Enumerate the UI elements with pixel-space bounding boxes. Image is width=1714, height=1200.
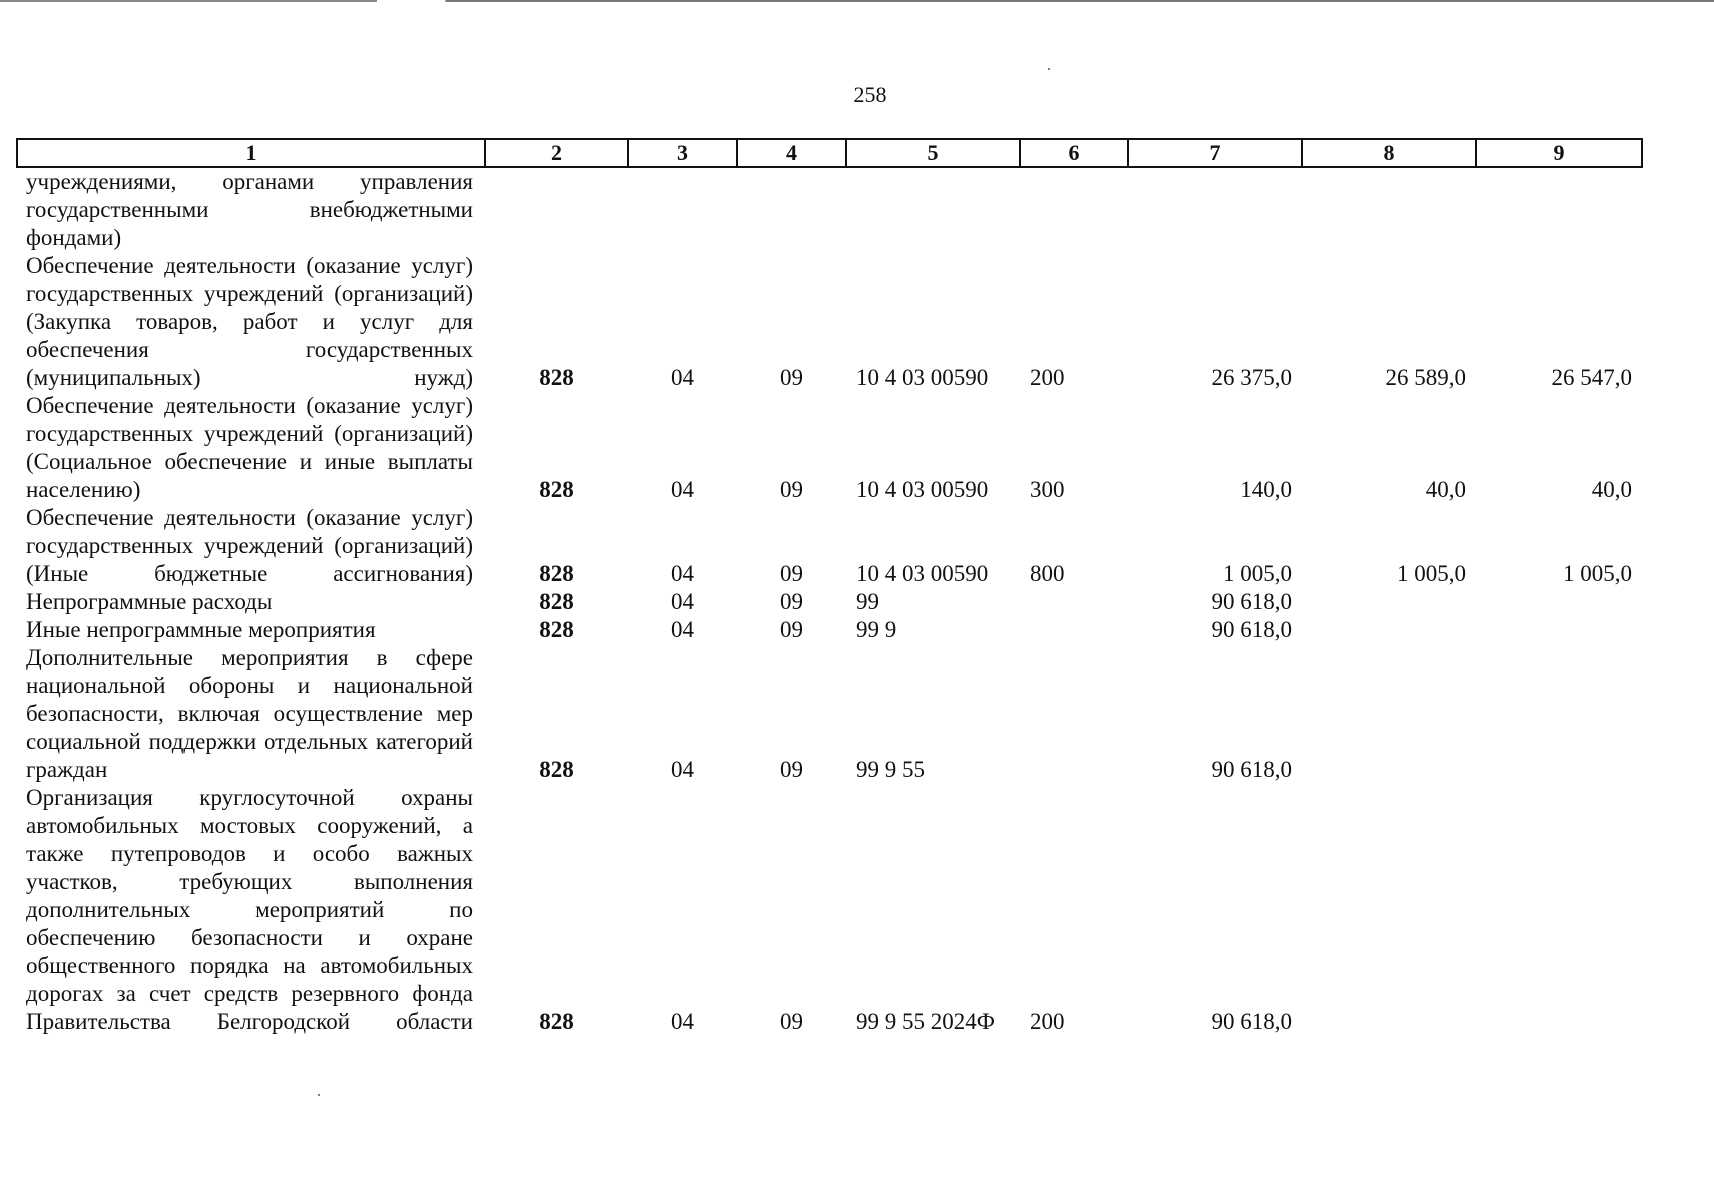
- column-header-4: 4: [737, 139, 846, 167]
- column-header-6: 6: [1020, 139, 1128, 167]
- row-name: Непрограммные расходы: [26, 589, 273, 614]
- amount-year-1: 140,0: [1240, 477, 1292, 502]
- column-header-5: 5: [846, 139, 1020, 167]
- amount-year-1: 90 618,0: [1211, 1009, 1292, 1034]
- amount-year-2: 1 005,0: [1397, 561, 1466, 586]
- scan-speck: [318, 1094, 320, 1096]
- amount-year-1: 1 005,0: [1223, 561, 1292, 586]
- row-name: Обеспечение деятельности (оказание услуг) государственных учреждений (организаций) (Закупка товаров, работ и услуг для обеспечения государственных (муниципальных) нужд): [26, 253, 473, 390]
- subsection-code: 09: [780, 1009, 803, 1034]
- ved-code: 828: [539, 617, 574, 642]
- column-header-7: 7: [1128, 139, 1302, 167]
- amount-year-3: 26 547,0: [1551, 365, 1632, 390]
- amount-year-2: [1302, 784, 1476, 1036]
- amount-year-2: [1302, 588, 1476, 616]
- target-article-code: 99: [856, 589, 879, 614]
- expense-type-code: 200: [1030, 365, 1065, 390]
- amount-year-3: 1 005,0: [1563, 561, 1632, 586]
- section-code: 04: [671, 617, 694, 642]
- subsection-code: 09: [780, 561, 803, 586]
- header-row: [17, 139, 1642, 167]
- row-name: Дополнительные мероприятия в сфере национальной обороны и национальной безопасности, включая осуществление мер социальной поддержки отдельных категорий граждан: [26, 645, 473, 782]
- table-row: [17, 167, 1642, 252]
- scan-speck: [1048, 68, 1050, 70]
- column-header-8: 8: [1302, 139, 1476, 167]
- row-name: Обеспечение деятельности (оказание услуг) государственных учреждений (организаций) (Иные бюджетные ассигнования): [26, 505, 473, 586]
- amount-year-2: [1302, 644, 1476, 784]
- subsection-code: 09: [780, 477, 803, 502]
- expense-type-code: 300: [1030, 477, 1065, 502]
- section-code: 04: [671, 589, 694, 614]
- ved-code: 828: [539, 365, 574, 390]
- table-row: [17, 644, 1642, 784]
- section-code: 04: [671, 477, 694, 502]
- target-article-code: [846, 167, 1020, 252]
- expense-type-code: 200: [1030, 1009, 1065, 1034]
- row-name: учреждениями, органами управления государственными внебюджетными фондами): [26, 169, 473, 250]
- subsection-code: 09: [780, 589, 803, 614]
- table-row: [17, 392, 1642, 504]
- subsection-code: [737, 167, 846, 252]
- section-code: 04: [671, 757, 694, 782]
- amount-year-1: [1128, 167, 1302, 252]
- table-row: [17, 616, 1642, 644]
- amount-year-1: 26 375,0: [1211, 365, 1292, 390]
- target-article-code: 10 4 03 00590: [856, 561, 989, 586]
- row-name: Иные непрограммные мероприятия: [26, 617, 376, 642]
- ved-code: 828: [539, 1009, 574, 1034]
- section-code: 04: [671, 561, 694, 586]
- column-header-9: 9: [1476, 139, 1642, 167]
- ved-code: 828: [539, 561, 574, 586]
- row-name: Организация круглосуточной охраны автомобильных мостовых сооружений, а также путепроводов и особо важных участков, требующих выполнения дополнительных мероприятий по обеспечению безопасности и охране общественного порядка на автомобильных дорогах за счет средств резервного фонда Правительства Белгородской области: [26, 785, 473, 1034]
- amount-year-2: 26 589,0: [1385, 365, 1466, 390]
- scan-edge: [0, 0, 1714, 2]
- target-article-code: 99 9 55: [856, 757, 925, 782]
- page-number: 258: [853, 82, 887, 107]
- amount-year-1: 90 618,0: [1211, 589, 1292, 614]
- target-article-code: 10 4 03 00590: [856, 365, 989, 390]
- amount-year-1: 90 618,0: [1211, 617, 1292, 642]
- subsection-code: 09: [780, 617, 803, 642]
- ved-code: 828: [539, 477, 574, 502]
- row-name: Обеспечение деятельности (оказание услуг) государственных учреждений (организаций) (Социальное обеспечение и иные выплаты населению): [26, 393, 473, 502]
- target-article-code: 10 4 03 00590: [856, 477, 989, 502]
- column-header-1: 1: [17, 139, 485, 167]
- expense-type-code: [1020, 167, 1128, 252]
- section-code: 04: [671, 1009, 694, 1034]
- amount-year-3: [1476, 167, 1642, 252]
- ved-code: 828: [539, 589, 574, 614]
- section-code: [628, 167, 737, 252]
- table-body: [17, 167, 1642, 1036]
- budget-table: [16, 138, 1643, 1036]
- subsection-code: 09: [780, 757, 803, 782]
- amount-year-3: 40,0: [1591, 477, 1632, 502]
- amount-year-3: [1476, 588, 1642, 616]
- amount-year-2: [1302, 167, 1476, 252]
- column-header-3: 3: [628, 139, 737, 167]
- ved-code: [485, 167, 628, 252]
- section-code: 04: [671, 365, 694, 390]
- amount-year-1: 90 618,0: [1211, 757, 1292, 782]
- table-row: [17, 588, 1642, 616]
- column-header-2: 2: [485, 139, 628, 167]
- amount-year-2: 40,0: [1425, 477, 1466, 502]
- amount-year-2: [1302, 616, 1476, 644]
- amount-year-3: [1476, 616, 1642, 644]
- table-header: [17, 139, 1642, 167]
- amount-year-3: [1476, 784, 1642, 1036]
- table-row: [17, 784, 1642, 1036]
- target-article-code: 99 9 55 2024Ф: [856, 1009, 995, 1034]
- subsection-code: 09: [780, 365, 803, 390]
- table-row: [17, 504, 1642, 588]
- expense-type-code: [1020, 644, 1128, 784]
- amount-year-3: [1476, 644, 1642, 784]
- target-article-code: 99 9: [856, 617, 897, 642]
- expense-type-code: [1020, 616, 1128, 644]
- table-row: [17, 252, 1642, 392]
- ved-code: 828: [539, 757, 574, 782]
- expense-type-code: [1020, 588, 1128, 616]
- expense-type-code: 800: [1030, 561, 1065, 586]
